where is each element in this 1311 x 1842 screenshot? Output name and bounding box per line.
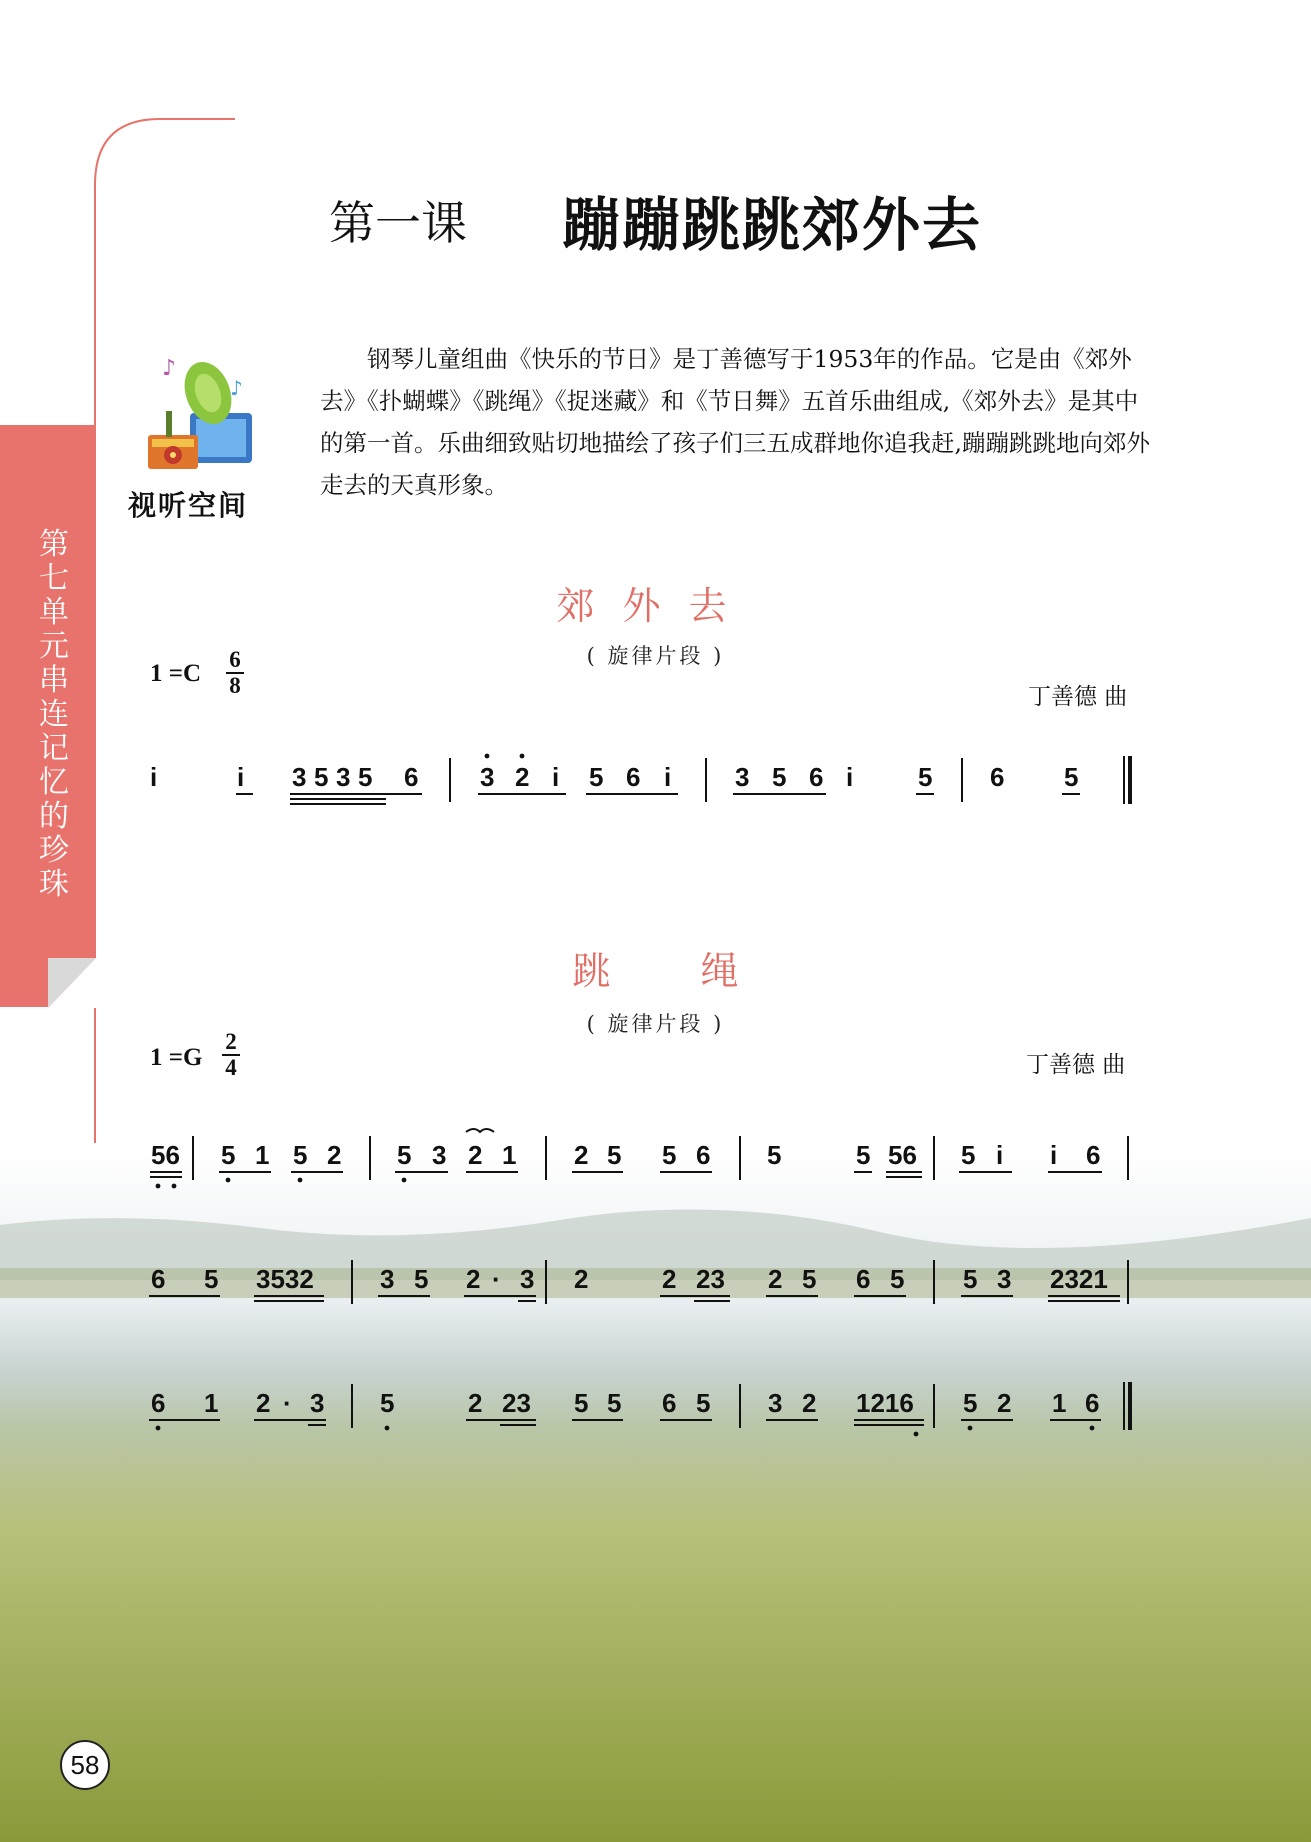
note: 3 <box>432 1140 447 1170</box>
note: 6 <box>990 762 1005 792</box>
note: i <box>1050 1140 1058 1170</box>
song-1-title: 郊外去 <box>556 584 755 628</box>
note: 2 <box>468 1388 483 1418</box>
meter-bottom: 4 <box>225 1055 237 1080</box>
note: 5 <box>918 762 933 792</box>
lesson-title: 蹦蹦跳跳郊外去 <box>562 191 983 259</box>
note: 5 <box>574 1388 589 1418</box>
note: 5 <box>856 1140 871 1170</box>
note: 2 <box>802 1388 817 1418</box>
meter-top: 6 <box>229 647 241 672</box>
note: 5 <box>890 1264 905 1294</box>
note: 3 <box>292 762 307 792</box>
note: 2 <box>662 1264 677 1294</box>
note: 5 <box>204 1264 219 1294</box>
note: 6 <box>662 1388 677 1418</box>
song-2-key: 1 =G <box>150 1044 203 1071</box>
note: 5 <box>589 762 604 792</box>
note: 23 <box>502 1388 531 1418</box>
note: 6 <box>696 1140 711 1170</box>
song-2-row-3 <box>0 1366 1311 1446</box>
note: 5 <box>380 1388 395 1418</box>
song-1-subtitle: ( 旋律片段 ) <box>586 644 725 668</box>
note: 5 <box>767 1140 782 1170</box>
note: 1216 <box>856 1388 914 1418</box>
note: 6 <box>404 762 419 792</box>
note: 2 <box>466 1264 481 1294</box>
meter-top: 2 <box>225 1029 237 1054</box>
unit-tab-text: 第七单元 串连记忆的珍珠 <box>39 527 69 902</box>
intro-paragraph <box>320 338 1160 506</box>
note: · <box>283 1388 292 1418</box>
song-1-meter <box>226 648 244 698</box>
note: · <box>492 1264 501 1294</box>
song-1-notation <box>0 740 1311 820</box>
note: 6 <box>151 1388 166 1418</box>
note: 2 <box>468 1140 483 1170</box>
note: 5 <box>662 1140 677 1170</box>
song-2-row-1 <box>0 1118 1311 1198</box>
note: 6 <box>856 1264 871 1294</box>
note: 6 <box>626 762 641 792</box>
page-title <box>0 178 1311 262</box>
gramophone-icon <box>138 355 258 480</box>
note: 5 <box>293 1140 308 1170</box>
note: 2 <box>574 1140 589 1170</box>
note: 2 <box>574 1264 589 1294</box>
song-1-key: 1 =C <box>150 660 202 687</box>
note: i <box>237 762 245 792</box>
note: 1 <box>255 1140 270 1170</box>
note: 2 <box>515 762 530 792</box>
note: 6 <box>1086 1140 1101 1170</box>
note: 5 <box>314 762 329 792</box>
av-section-label: 视听空间 <box>128 489 249 522</box>
song-1-composer: 丁善德 曲 <box>1028 684 1128 710</box>
song-2-row-2 <box>0 1242 1311 1322</box>
note: 56 <box>151 1140 180 1170</box>
note: 3 <box>735 762 750 792</box>
note: i <box>552 762 560 792</box>
note: 6 <box>809 762 824 792</box>
note: 5 <box>397 1140 412 1170</box>
song-2-subtitle: ( 旋律片段 ) <box>586 1012 725 1036</box>
note: 5 <box>696 1388 711 1418</box>
svg-text:♪: ♪ <box>162 356 177 381</box>
note: 3532 <box>256 1264 314 1294</box>
note: 3 <box>336 762 351 792</box>
note: i <box>664 762 672 792</box>
page-number: 58 <box>60 1740 110 1790</box>
lesson-label: 第一课 <box>328 196 467 250</box>
song-2-title: 跳绳 <box>572 949 829 993</box>
note: 3 <box>997 1264 1012 1294</box>
note: 3 <box>768 1388 783 1418</box>
song-2-meter <box>222 1030 240 1080</box>
note: 5 <box>358 762 373 792</box>
note: 1 <box>204 1388 219 1418</box>
note: 5 <box>607 1388 622 1418</box>
note: 3 <box>310 1388 325 1418</box>
note: 3 <box>380 1264 395 1294</box>
note: 1 <box>1052 1388 1067 1418</box>
note: 5 <box>1064 762 1079 792</box>
note: i <box>150 762 158 792</box>
note: 5 <box>963 1264 978 1294</box>
note: 23 <box>696 1264 725 1294</box>
note: 2 <box>997 1388 1012 1418</box>
note: 3 <box>520 1264 535 1294</box>
intro-text: 钢琴儿童组曲《快乐的节日》是丁善德写于1953年的作品。它是由《郊外去》《扑蝴蝶》《跳绳》《捉迷藏》和《节日舞》五首乐曲组成,《郊外去》是其中的第一首。乐曲细致贴切地描绘了孩子们三五成群地你追我赶,蹦蹦跳跳地向郊外走去的天真形象。 <box>320 345 1150 499</box>
note: 5 <box>961 1140 976 1170</box>
note: 2 <box>768 1264 783 1294</box>
note: 6 <box>1085 1388 1100 1418</box>
svg-text:♪: ♪ <box>230 376 243 400</box>
note: 5 <box>963 1388 978 1418</box>
note: 6 <box>151 1264 166 1294</box>
note: 5 <box>607 1140 622 1170</box>
note: 2321 <box>1050 1264 1108 1294</box>
meter-bottom: 8 <box>229 673 241 698</box>
note: 1 <box>502 1140 517 1170</box>
note: 5 <box>221 1140 236 1170</box>
note: i <box>996 1140 1004 1170</box>
note: 3 <box>480 762 495 792</box>
note: 5 <box>414 1264 429 1294</box>
note: 5 <box>802 1264 817 1294</box>
note: 2 <box>327 1140 342 1170</box>
note: 56 <box>888 1140 917 1170</box>
note: i <box>846 762 854 792</box>
note: 5 <box>772 762 787 792</box>
song-2-composer: 丁善德 曲 <box>1026 1052 1126 1078</box>
note: 2 <box>256 1388 271 1418</box>
